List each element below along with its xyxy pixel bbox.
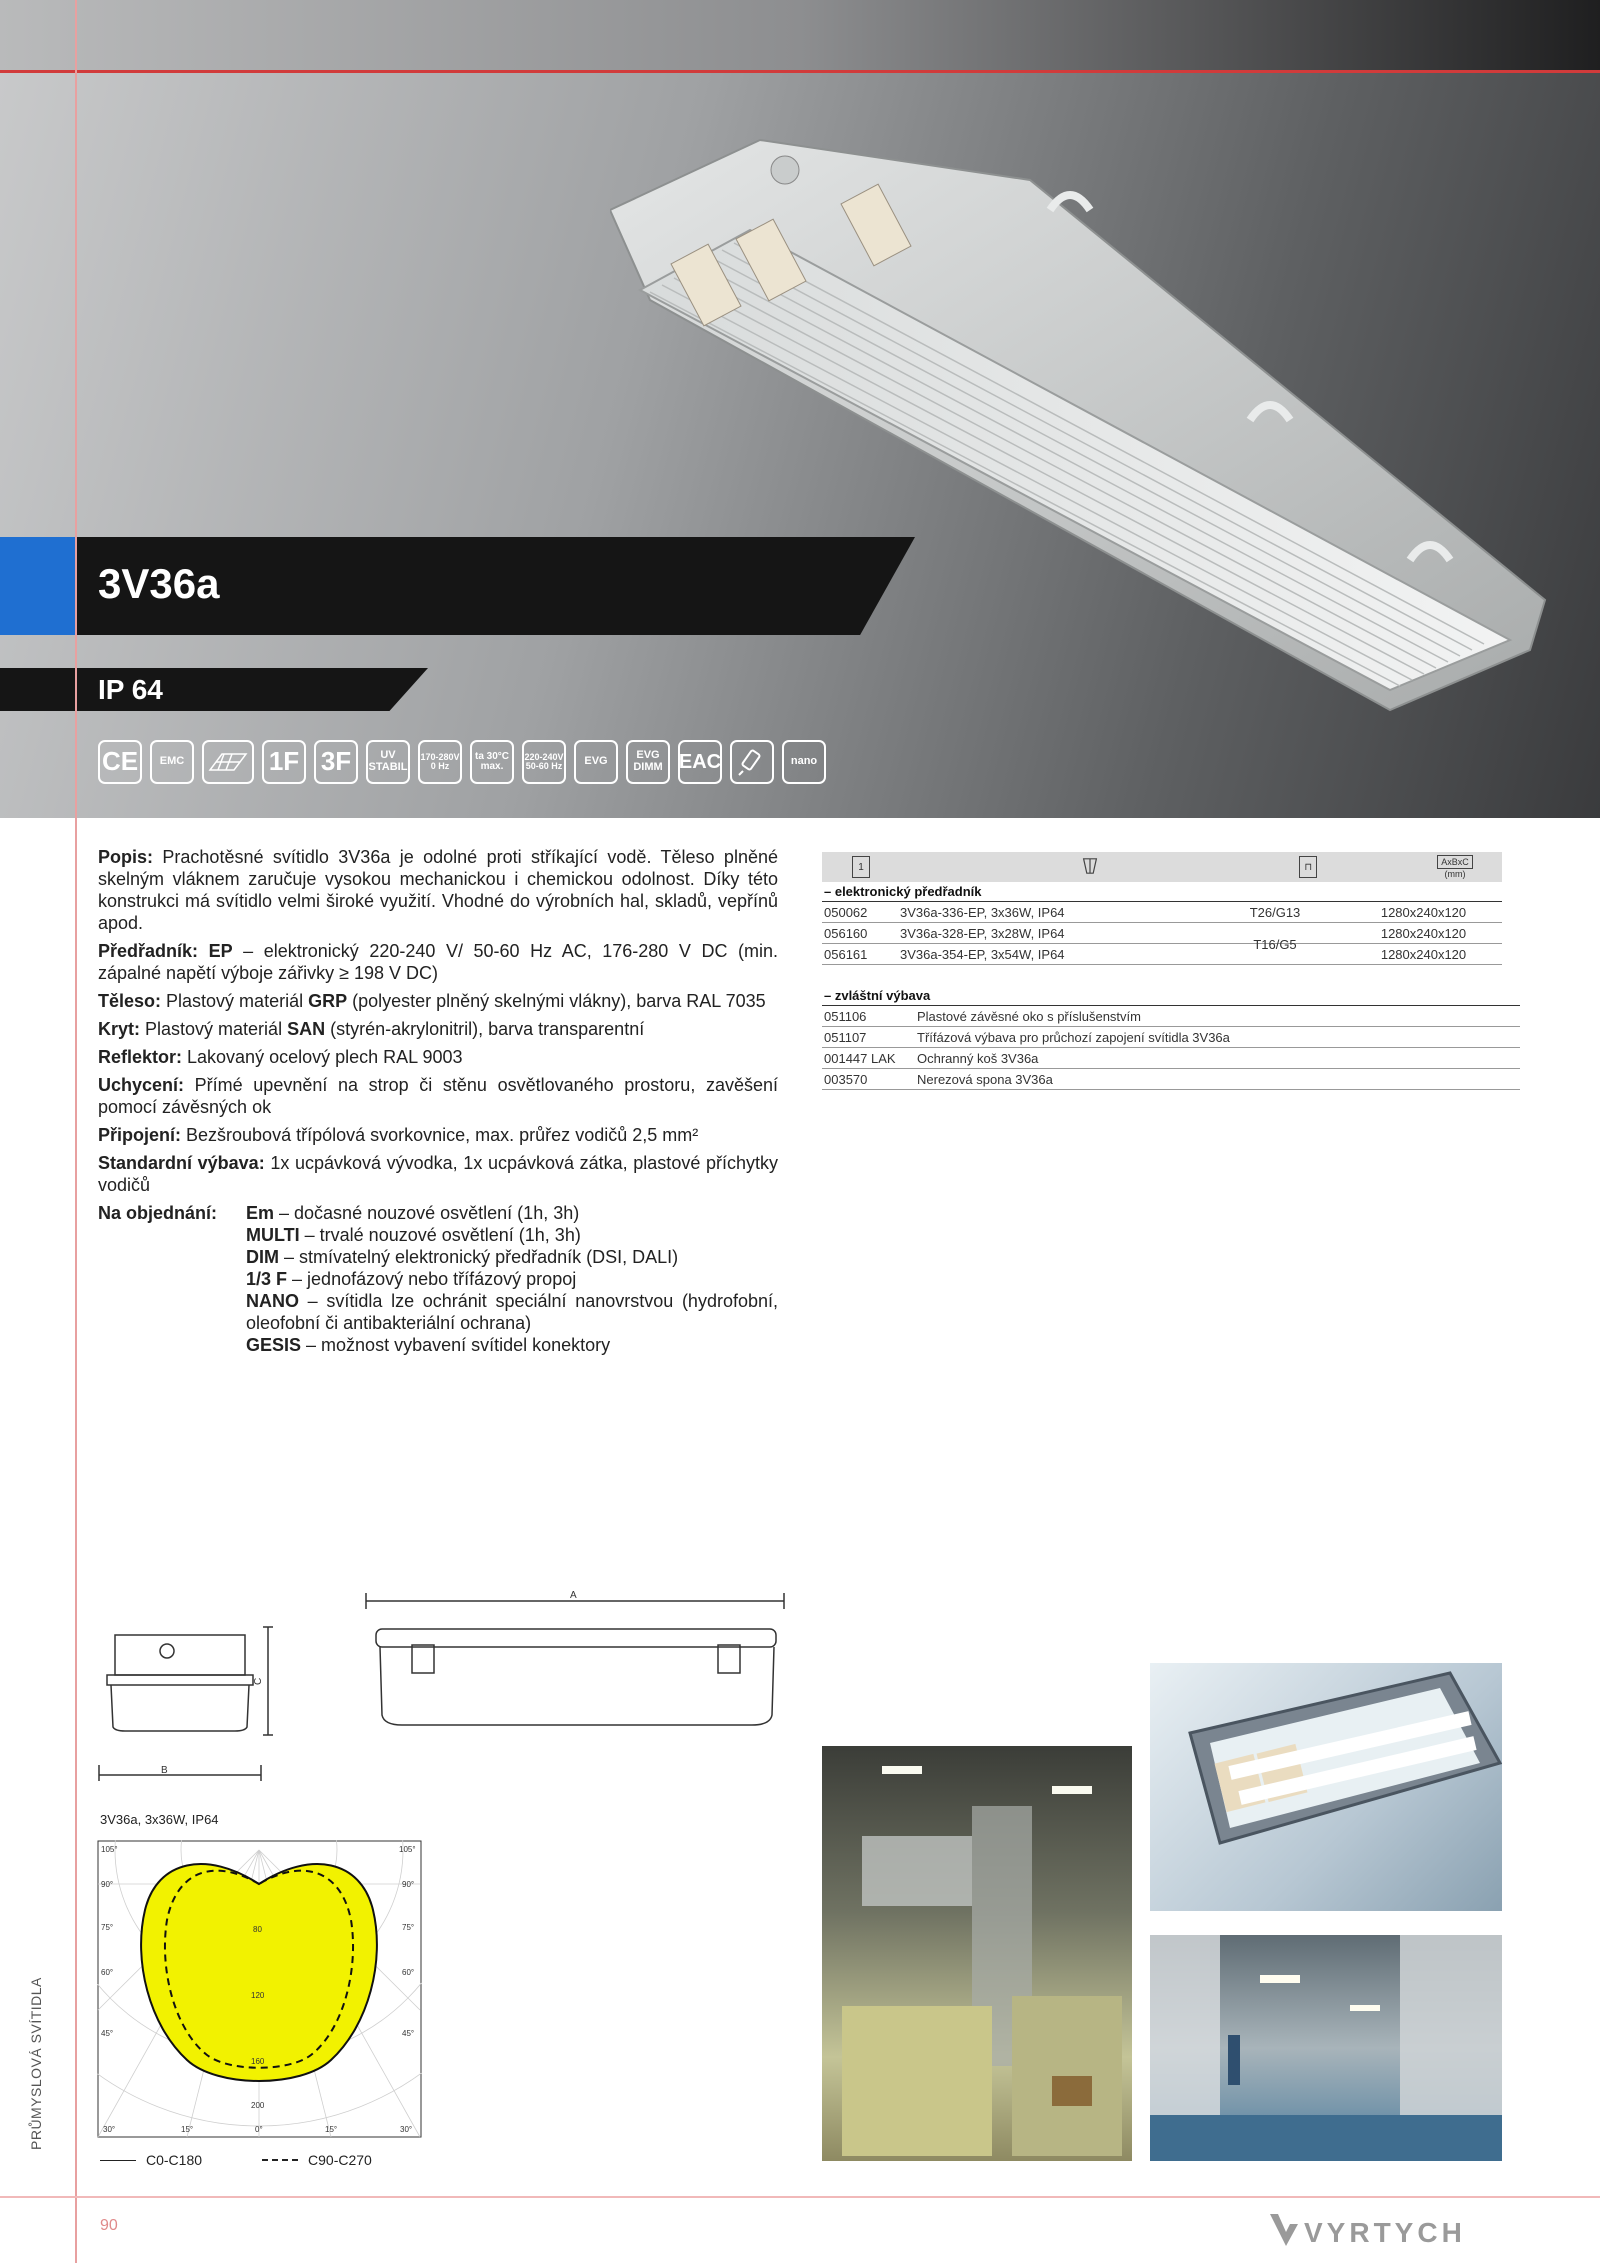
table-row: 051107 Třífázová výbava pro průchozí zapojení svítidla 3V36a xyxy=(822,1027,1520,1048)
angle-label: 60° xyxy=(101,1968,114,1977)
photo-industrial-hall xyxy=(822,1746,1132,2161)
order-code-icon: 1 xyxy=(852,856,870,878)
angle-label: 105° xyxy=(101,1845,118,1854)
ce-icon: CE xyxy=(98,740,142,784)
voltage-dc-icon: 170-280V 0 Hz xyxy=(418,740,462,784)
polar-legend xyxy=(100,2152,372,2168)
vyrtych-logo xyxy=(1268,2210,1568,2250)
radial-label: 160 xyxy=(251,2057,265,2066)
dimension-b-label: B xyxy=(161,1765,168,1776)
top-red-line xyxy=(0,70,1600,73)
order-item: MULTI – trvalé nouzové osvětlení (1h, 3h) xyxy=(246,1225,581,1245)
bulb-socket-icon: ⊓ xyxy=(1299,856,1317,878)
bottom-rule xyxy=(0,2196,1600,2198)
order-item: Em – dočasné nouzové osvětlení (1h, 3h) xyxy=(246,1203,580,1223)
evg-dimm-icon: EVG DIMM xyxy=(626,740,670,784)
dimension-unit: (mm) xyxy=(1444,869,1466,879)
front-view-drawing xyxy=(362,1585,792,1735)
ip-rating: IP 64 xyxy=(98,674,163,705)
order-item: DIM – stmívatelný elektronický předřadník (DSI, DALI) xyxy=(246,1247,679,1267)
title-accent xyxy=(0,537,75,635)
angle-label: 30° xyxy=(103,2125,116,2134)
three-phase-icon: 3F xyxy=(314,740,358,784)
polar-curve-c0-c180 xyxy=(141,1864,377,2081)
legend-solid-label: C0-C180 xyxy=(146,2152,203,2168)
gesis-connector-icon xyxy=(730,740,774,784)
angle-label: 0° xyxy=(255,2125,263,2134)
section-special-equipment: – zvláštní výbava xyxy=(822,986,1520,1006)
voltage-ac-icon: 220-240V 50-60 Hz xyxy=(522,740,566,784)
uv-stabil-icon: UV STABIL xyxy=(366,740,410,784)
page-number: 90 xyxy=(100,2217,118,2234)
order-list xyxy=(246,1202,778,1356)
table-row: 001447 LAK Ochranný koš 3V36a xyxy=(822,1048,1520,1069)
table-row: 056161 3V36a-354-EP, 3x54W, IP64 1280x240x120 xyxy=(822,944,1502,965)
pripojeni-paragraph: Připojení: Bezšroubová třípólová svorkovnice, max. průřez vodičů 2,5 mm² xyxy=(98,1125,699,1145)
evg-icon: EVG xyxy=(574,740,618,784)
product-title: 3V36a xyxy=(98,560,220,607)
radial-label: 80 xyxy=(253,1925,262,1934)
section-electronic-ballast: – elektronický předřadník xyxy=(822,882,1502,902)
angle-label: 45° xyxy=(402,2029,415,2038)
angle-label: 75° xyxy=(101,1923,114,1932)
table-row: 003570 Nerezová spona 3V36a xyxy=(822,1069,1520,1090)
angle-label: 90° xyxy=(101,1880,114,1889)
category-side-label: PRŮMYSLOVÁ SVÍTIDLA xyxy=(28,1977,44,2150)
polar-diagram xyxy=(97,1840,422,2138)
kryt-paragraph: Kryt: Plastový materiál SAN (styrén-akrylonitril), barva transparentní xyxy=(98,1019,645,1039)
legend-dashed-line xyxy=(262,2159,298,2161)
angle-label: 105° xyxy=(399,1845,416,1854)
reflektor-paragraph: Reflektor: Lakovaný ocelový plech RAL 9003 xyxy=(98,1047,463,1067)
dimension-a-label: A xyxy=(570,1590,577,1601)
lamp-type-icon xyxy=(1081,855,1099,877)
popis-paragraph: Popis: Prachotěsné svítidlo 3V36a je odolné proti stříkající vodě. Těleso plněné skelným vláknem zaručuje vysokou mechanickou i chemickou odolnost. Díky této konstrukci má svítidlo velmi široké využití. Vhodné do výrobních hal, skladů, vepřínů apod. xyxy=(98,847,778,933)
single-phase-icon: 1F xyxy=(262,740,306,784)
dimension-c-label: C xyxy=(253,1677,264,1685)
eac-icon: EAC xyxy=(678,740,722,784)
polar-diagram-title: 3V36a, 3x36W, IP64 xyxy=(100,1812,219,1827)
angle-label: 90° xyxy=(402,1880,415,1889)
angle-label: 15° xyxy=(181,2125,194,2134)
order-label: Na objednání: xyxy=(98,1203,218,1223)
temperature-icon: ta 30°C max. xyxy=(470,740,514,784)
table-row: 051106 Plastové závěsné oko s příslušenstvím xyxy=(822,1006,1520,1027)
accessories-table xyxy=(822,986,1520,1090)
order-item: GESIS – možnost vybavení svítidel konektory xyxy=(246,1335,611,1355)
product-description xyxy=(98,846,778,1356)
legend-solid-line xyxy=(100,2160,136,2161)
radial-label: 200 xyxy=(251,2101,265,2110)
left-margin-rule xyxy=(75,0,77,2263)
standard-paragraph: Standardní výbava: 1x ucpávková vývodka, 1x ucpávková zátka, plastové příchytky vodičů xyxy=(98,1153,778,1195)
photo-corridor xyxy=(1150,1935,1502,2161)
angle-label: 30° xyxy=(400,2125,413,2134)
table-row: 050062 3V36a-336-EP, 3x36W, IP64 T26/G13 1280x240x120 xyxy=(822,902,1502,923)
top-strip xyxy=(0,0,1600,72)
angle-label: 15° xyxy=(325,2125,338,2134)
angle-label: 60° xyxy=(402,1968,415,1977)
photo-lamp-detail xyxy=(1150,1663,1502,1911)
legend-dashed-label: C90-C270 xyxy=(308,2152,372,2168)
emc-icon: EMC xyxy=(150,740,194,784)
angle-label: 45° xyxy=(101,2029,114,2038)
predradnik-paragraph: Předřadník: EP – elektronický 220-240 V/ 50-60 Hz AC, 176-280 V DC (min. zápalné napětí výboje zářivky ≥ 198 V DC) xyxy=(98,941,779,983)
certification-icons xyxy=(98,740,826,784)
table-row: 056160 3V36a-328-EP, 3x28W, IP64 T16/G5 1280x240x120 xyxy=(822,923,1502,944)
radial-label: 120 xyxy=(251,1991,265,2000)
teleso-paragraph: Těleso: Plastový materiál GRP (polyester plněný skelnými vlákny), barva RAL 7035 xyxy=(98,991,766,1011)
order-item: 1/3 F – jednofázový nebo třífázový propoj xyxy=(246,1269,577,1289)
uchyceni-paragraph: Uchycení: Přímé upevnění na strop či stěnu osvětlovaného prostoru, zavěšení pomocí závěsných ok xyxy=(98,1075,778,1117)
logo-mark-icon xyxy=(1270,2214,1298,2246)
angle-label: 75° xyxy=(402,1923,415,1932)
dimension-header: AxBxC xyxy=(1437,855,1473,869)
order-options xyxy=(98,1202,778,1356)
order-item: NANO – svítidla lze ochránit speciální nanovrstvou (hydrofobní, oleofobní či antibakteriální ochrana) xyxy=(246,1291,778,1333)
table-header xyxy=(822,852,1502,882)
side-view-drawing xyxy=(95,1615,295,1785)
nano-icon: nano xyxy=(782,740,826,784)
ip-bar xyxy=(0,668,428,711)
flammable-surface-icon xyxy=(202,740,254,784)
product-table xyxy=(822,852,1502,965)
logo-text: VYRTYCH xyxy=(1304,2217,1466,2248)
